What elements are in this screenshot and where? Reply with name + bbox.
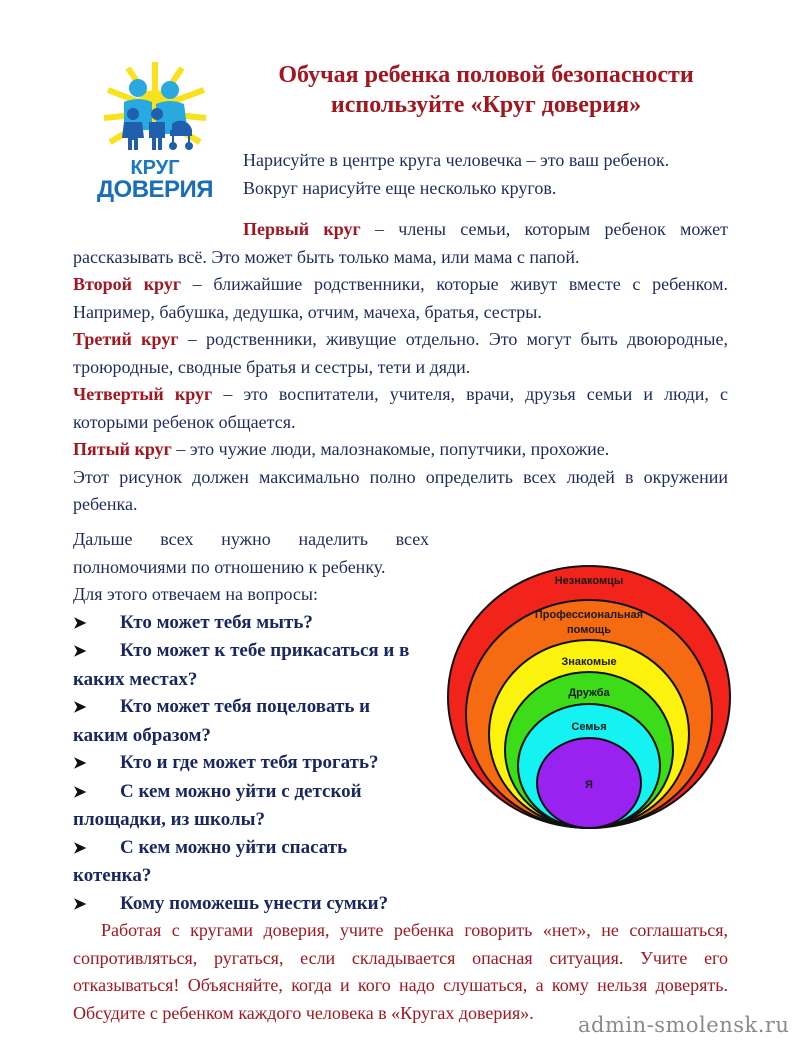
circle-text-5: – это чужие люди, малознакомые, попутчики, прохожие. (171, 439, 610, 459)
arrow-bullet-icon: ➤ (73, 755, 87, 772)
circle-label-5: Пятый круг (73, 439, 172, 459)
question-item (73, 609, 429, 638)
logo-text-krug: КРУГ (130, 157, 180, 179)
question-item (73, 834, 429, 890)
question-item (73, 749, 429, 778)
questions-list (73, 609, 429, 919)
trust-circles-diagram (446, 562, 732, 832)
question-text: Кто может к тебе прикасаться и в каких местах? (73, 640, 410, 690)
arrow-bullet-icon: ➤ (73, 614, 87, 632)
question-text: Кто и где может тебя трогать? (120, 752, 379, 773)
question-text: Кто может тебя мыть? (120, 611, 313, 633)
question-text: Кто может тебя поцеловать и каким образом? (73, 696, 371, 746)
title-line-1: Обучая ребенка половой безопасности (278, 62, 694, 88)
question-text: Кому поможешь унести сумки? (120, 892, 389, 914)
intro-line-2: Вокруг нарисуйте еще несколько кругов. (243, 177, 557, 198)
circle-label-2: Второй круг (73, 274, 182, 294)
page-title (236, 60, 736, 120)
circle-text-4: – это воспитатели, учителя, врачи, друзья семьи и люди, с которыми ребенок общается. (73, 384, 729, 432)
ring-label: Семья (571, 721, 607, 733)
arrow-bullet-icon: ➤ (73, 783, 87, 801)
question-item (73, 693, 429, 749)
logo-text-doveriya: ДОВЕРИЯ (96, 176, 214, 203)
circle-text-1: – члены семьи, которым ребенок может рассказывать всё. Это может быть только мама, или мама с папой. (73, 219, 728, 267)
logo-krug-doveriya (96, 58, 214, 208)
arrow-bullet-icon: ➤ (73, 895, 87, 913)
question-item (73, 890, 429, 919)
intro-paragraph (243, 147, 743, 202)
question-item (73, 637, 429, 693)
circle-paragraph-2 (73, 271, 728, 326)
question-text: С кем можно уйти спасать котенка? (73, 836, 348, 886)
question-text: С кем можно уйти с детской площадки, из школы? (73, 780, 362, 830)
ring-label: Незнакомцы (554, 575, 624, 587)
arrow-bullet-icon: ➤ (73, 839, 87, 857)
ring-label: Я (585, 779, 593, 791)
circle-label-3: Третий круг (73, 329, 179, 349)
circle-text-3: – родственники, живущие отдельно. Это могут быть двоюродные, троюродные, сводные братья и сестры, тети и дяди. (73, 329, 728, 377)
circle-paragraph-5 (73, 436, 728, 464)
intro-line-1: Нарисуйте в центре круга человечка – это ваш ребенок. (243, 150, 670, 170)
arrow-bullet-icon: ➤ (73, 699, 87, 716)
arrow-bullet-icon: ➤ (73, 643, 87, 660)
circles-description (73, 216, 728, 519)
ring-label: Знакомые (561, 656, 617, 668)
ring-label: Дружба (568, 687, 610, 699)
question-item (73, 778, 429, 834)
ring-label: помощь (567, 624, 611, 636)
circle-label-4: Четвертый круг (73, 384, 213, 404)
circle-paragraph-3 (73, 326, 728, 381)
family-sun-icon (100, 58, 210, 158)
title-line-2: используйте «Круг доверия» (330, 92, 642, 118)
circle-text-2: – ближайшие родственники, которые живут вместе с ребенком. Например, бабушка, дедушка, отчим, мачеха, братья, сестры. (73, 274, 728, 322)
ring-label: Профессиональная (534, 609, 644, 621)
closing-paragraph: Работая с кругами доверия, учите ребенка говорить «нет», не соглашаться, сопротивляться, ругаться, если складывается опасная ситуация. Учите его отказываться! Объясняйте, когда и кого надо слушаться, а кому нельзя доверять. Обсудите с ребенком каждого человека в «Кругах доверия». (73, 920, 728, 1023)
questions-intro-1: Дальше всех нужно наделить всех полномочиями по отношению к ребенку. (73, 529, 429, 577)
summary-paragraph: Этот рисунок должен максимально полно определить всех людей в окружении ребенка. (73, 466, 728, 514)
questions-intro-2: Для этого отвечаем на вопросы: (73, 584, 318, 604)
circle-label-1: Первый круг (243, 219, 361, 239)
circle-paragraph-4 (73, 381, 728, 436)
watermark: admin-smolensk.ru (578, 1013, 790, 1037)
circle-paragraph-1 (73, 216, 728, 271)
questions-section (73, 526, 429, 918)
